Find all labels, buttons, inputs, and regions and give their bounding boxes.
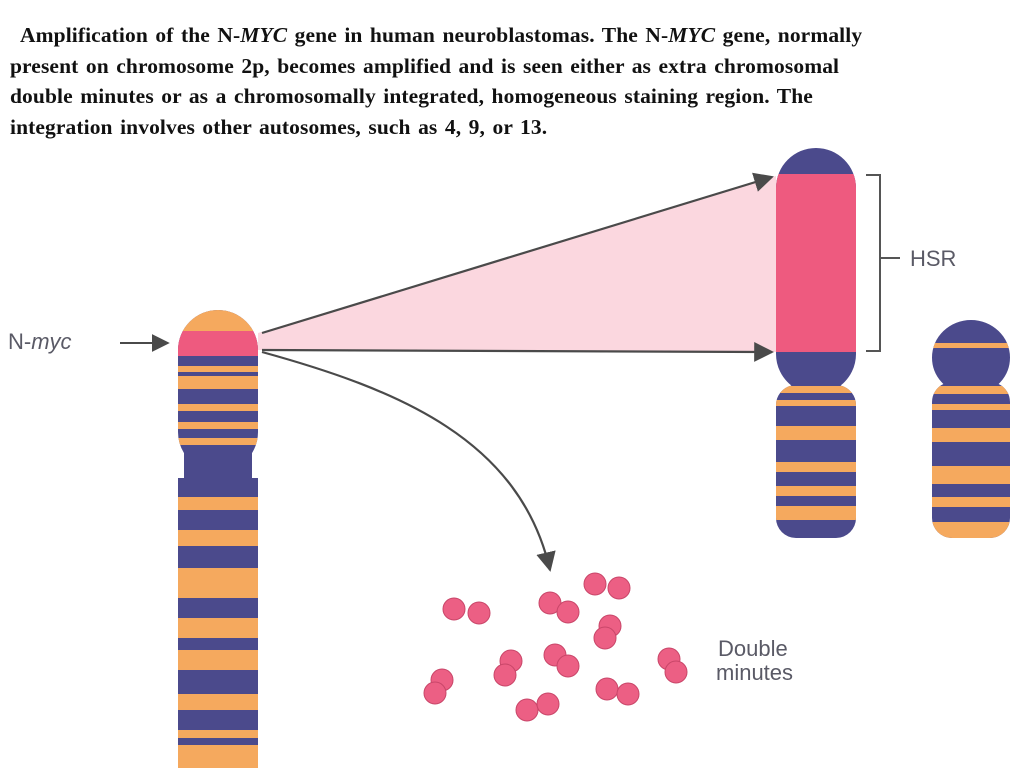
double-minute [658, 648, 687, 683]
caption-line-1: Amplification of the N-MYC gene in human neuroblastomas. The N-MYC gene, normally [20, 23, 863, 47]
double-minutes-label-line1: Double [718, 636, 788, 661]
chromosome-normal [925, 315, 1020, 545]
double-minute [584, 573, 630, 599]
hsr-bracket [866, 175, 900, 351]
double-minutes [424, 573, 687, 721]
curved-arrow [262, 352, 550, 570]
double-minute [516, 693, 559, 721]
amplification-wedge [258, 176, 776, 352]
double-minute [443, 598, 490, 624]
caption-line-4: integration involves other autosomes, such as 4, 9, or 13. [10, 114, 548, 139]
nmyc-label: N-myc [8, 329, 72, 354]
caption-line-3: double minutes or as a chromosomally integrated, homogeneous staining region. The [10, 84, 813, 108]
double-minute [424, 669, 453, 704]
double-minute [494, 650, 522, 686]
double-minute [594, 615, 621, 649]
double-minutes-label-line2: minutes [716, 660, 794, 685]
caption-line-2: present on chromosome 2p, becomes amplified and is seen either as extra chromosomal [10, 53, 840, 78]
chromosome-2 [170, 300, 270, 768]
double-minute [544, 644, 579, 677]
chromosome-hsr [770, 140, 865, 540]
double-minute [596, 678, 639, 705]
double-minute [539, 592, 579, 623]
hsr-label: HSR [910, 246, 957, 271]
